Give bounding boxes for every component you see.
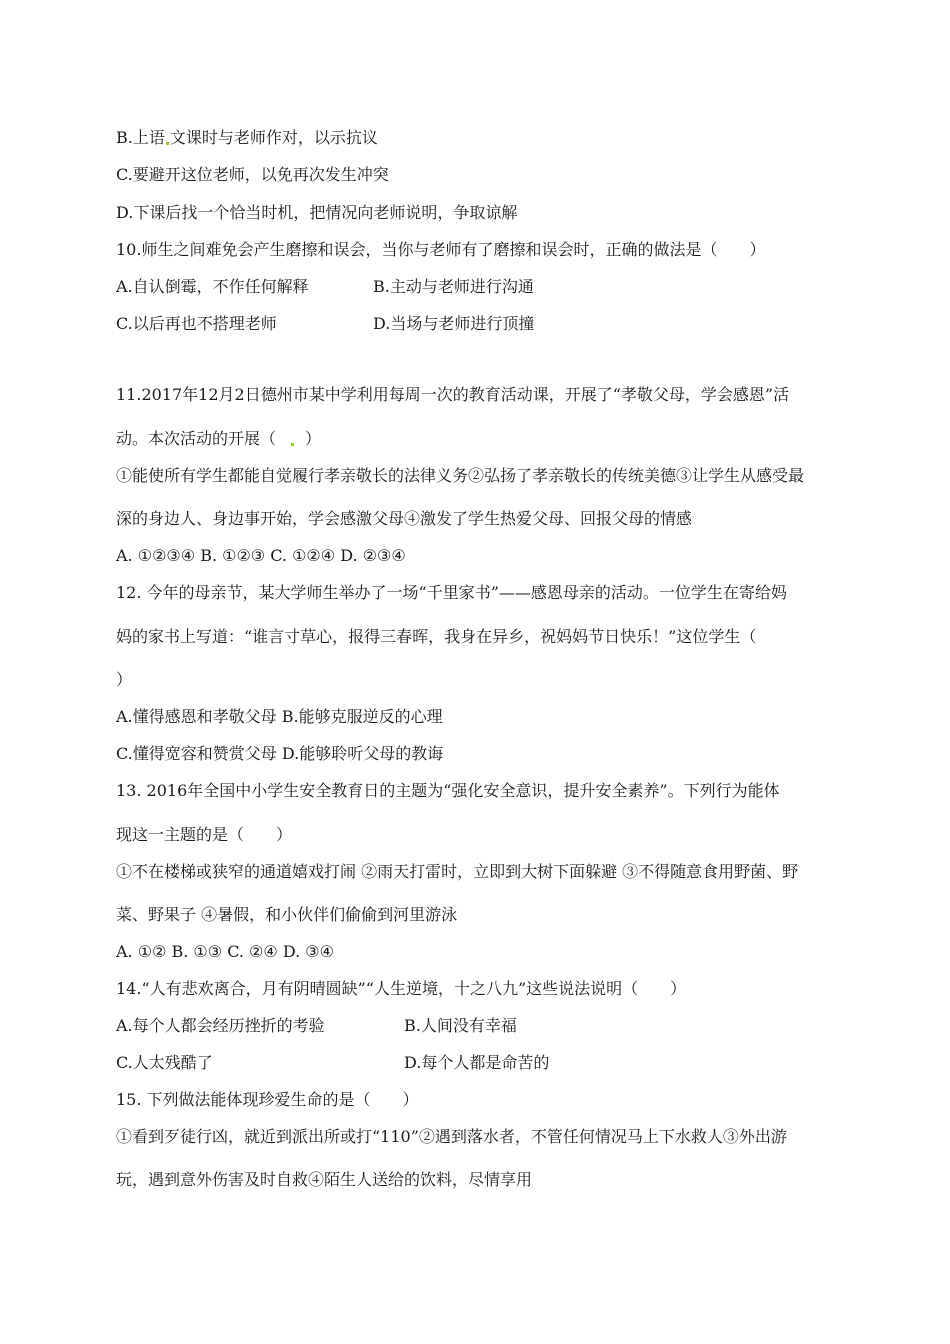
q9-option-d: D.下课后找一个恰当时机，把情况向老师说明，争取谅解 [116,203,518,222]
q10-stem: 10.师生之间难免会产生磨擦和误会，当你与老师有了磨擦和误会时，正确的做法是（ ） [116,240,766,259]
q13-choices: A. ①② B. ①③ C. ②④ D. ③④ [116,942,334,961]
q13-stem-line-1: 13. 2016年全国中小学生安全教育日的主题为“强化安全意识，提升安全素养”。下列行为能体 [116,781,780,800]
q9-option-b [116,128,378,148]
q11-stem-line-2b: ） [305,429,322,448]
q9-option-c: C.要避开这位老师，以免再次发生冲突 [116,165,389,184]
stray-mark-icon [291,443,294,446]
q12-options-cd: C.懂得宽容和赞赏父母 D.能够聆听父母的教诲 [116,744,444,763]
q11-statements-line-1: ①能使所有学生都能自觉履行孝亲敬长的法律义务②弘扬了孝亲敬长的传统美德③让学生从感受最 [116,466,805,485]
q10-option-b: B.主动与老师进行沟通 [373,277,534,296]
q11-choices: A. ①②③④ B. ①②③ C. ①②④ D. ②③④ [116,546,406,565]
q14-stem: 14.“人有悲欢离合，月有阴晴圆缺”“人生逆境，十之八九”这些说法说明（ ） [116,979,687,998]
q15-statements-line-1: ①看到歹徒行凶，就近到派出所或打“110”②遇到落水者，不管任何情况马上下水救人③外出游 [116,1127,787,1146]
q9-option-b-text-2: 文课时与老师作对，以示抗议 [169,128,378,147]
q14-option-c: C.人太残酷了 [116,1053,213,1072]
q11-stem-line-2a: 动。本次活动的开展（ [116,429,277,448]
q14-option-a: A.每个人都会经历挫折的考验 [116,1016,325,1035]
q11-statements-line-2: 深的身边人、身边事开始，学会感激父母④激发了学生热爱父母、回报父母的情感 [116,509,693,528]
q13-statements-line-1: ①不在楼梯或狭窄的通道嬉戏打闹 ②雨天打雷时，立即到大树下面躲避 ③不得随意食用野菌、野 [116,862,799,881]
q12-stem-line-1: 12. 今年的母亲节，某大学师生举办了一场“千里家书”——感恩母亲的活动。一位学生在寄给妈 [116,583,787,602]
q12-stem-line-3: ） [116,670,133,689]
q9-option-b-text-1: B.上语 [116,128,165,147]
q14-option-d: D.每个人都是命苦的 [404,1053,550,1072]
q15-statements-line-2: 玩，遇到意外伤害及时自救④陌生人送给的饮料，尽情享用 [116,1170,533,1189]
q11-stem-line-2 [116,429,321,449]
q13-stem-line-2: 现这一主题的是（ ） [116,825,293,844]
q10-option-c: C.以后再也不搭理老师 [116,314,277,333]
q15-stem: 15. 下列做法能体现珍爱生命的是（ ） [116,1090,419,1109]
q14-option-b: B.人间没有幸福 [404,1016,517,1035]
q12-options-ab: A.懂得感恩和孝敬父母 B.能够克服逆反的心理 [116,707,443,726]
stray-mark-icon [166,142,169,145]
q13-statements-line-2: 菜、野果子 ④暑假，和小伙伴们偷偷到河里游泳 [116,905,458,924]
q12-stem-line-2: 妈的家书上写道：“谁言寸草心，报得三春晖，我身在异乡，祝妈妈节日快乐！”这位学生（ [116,627,757,646]
q10-option-d: D.当场与老师进行顶撞 [373,314,535,333]
q10-option-a: A.自认倒霉，不作任何解释 [116,277,309,296]
q11-stem-line-1: 11.2017年12月2日德州市某中学利用每周一次的教育活动课，开展了“孝敬父母，学会感恩”活 [116,385,790,404]
